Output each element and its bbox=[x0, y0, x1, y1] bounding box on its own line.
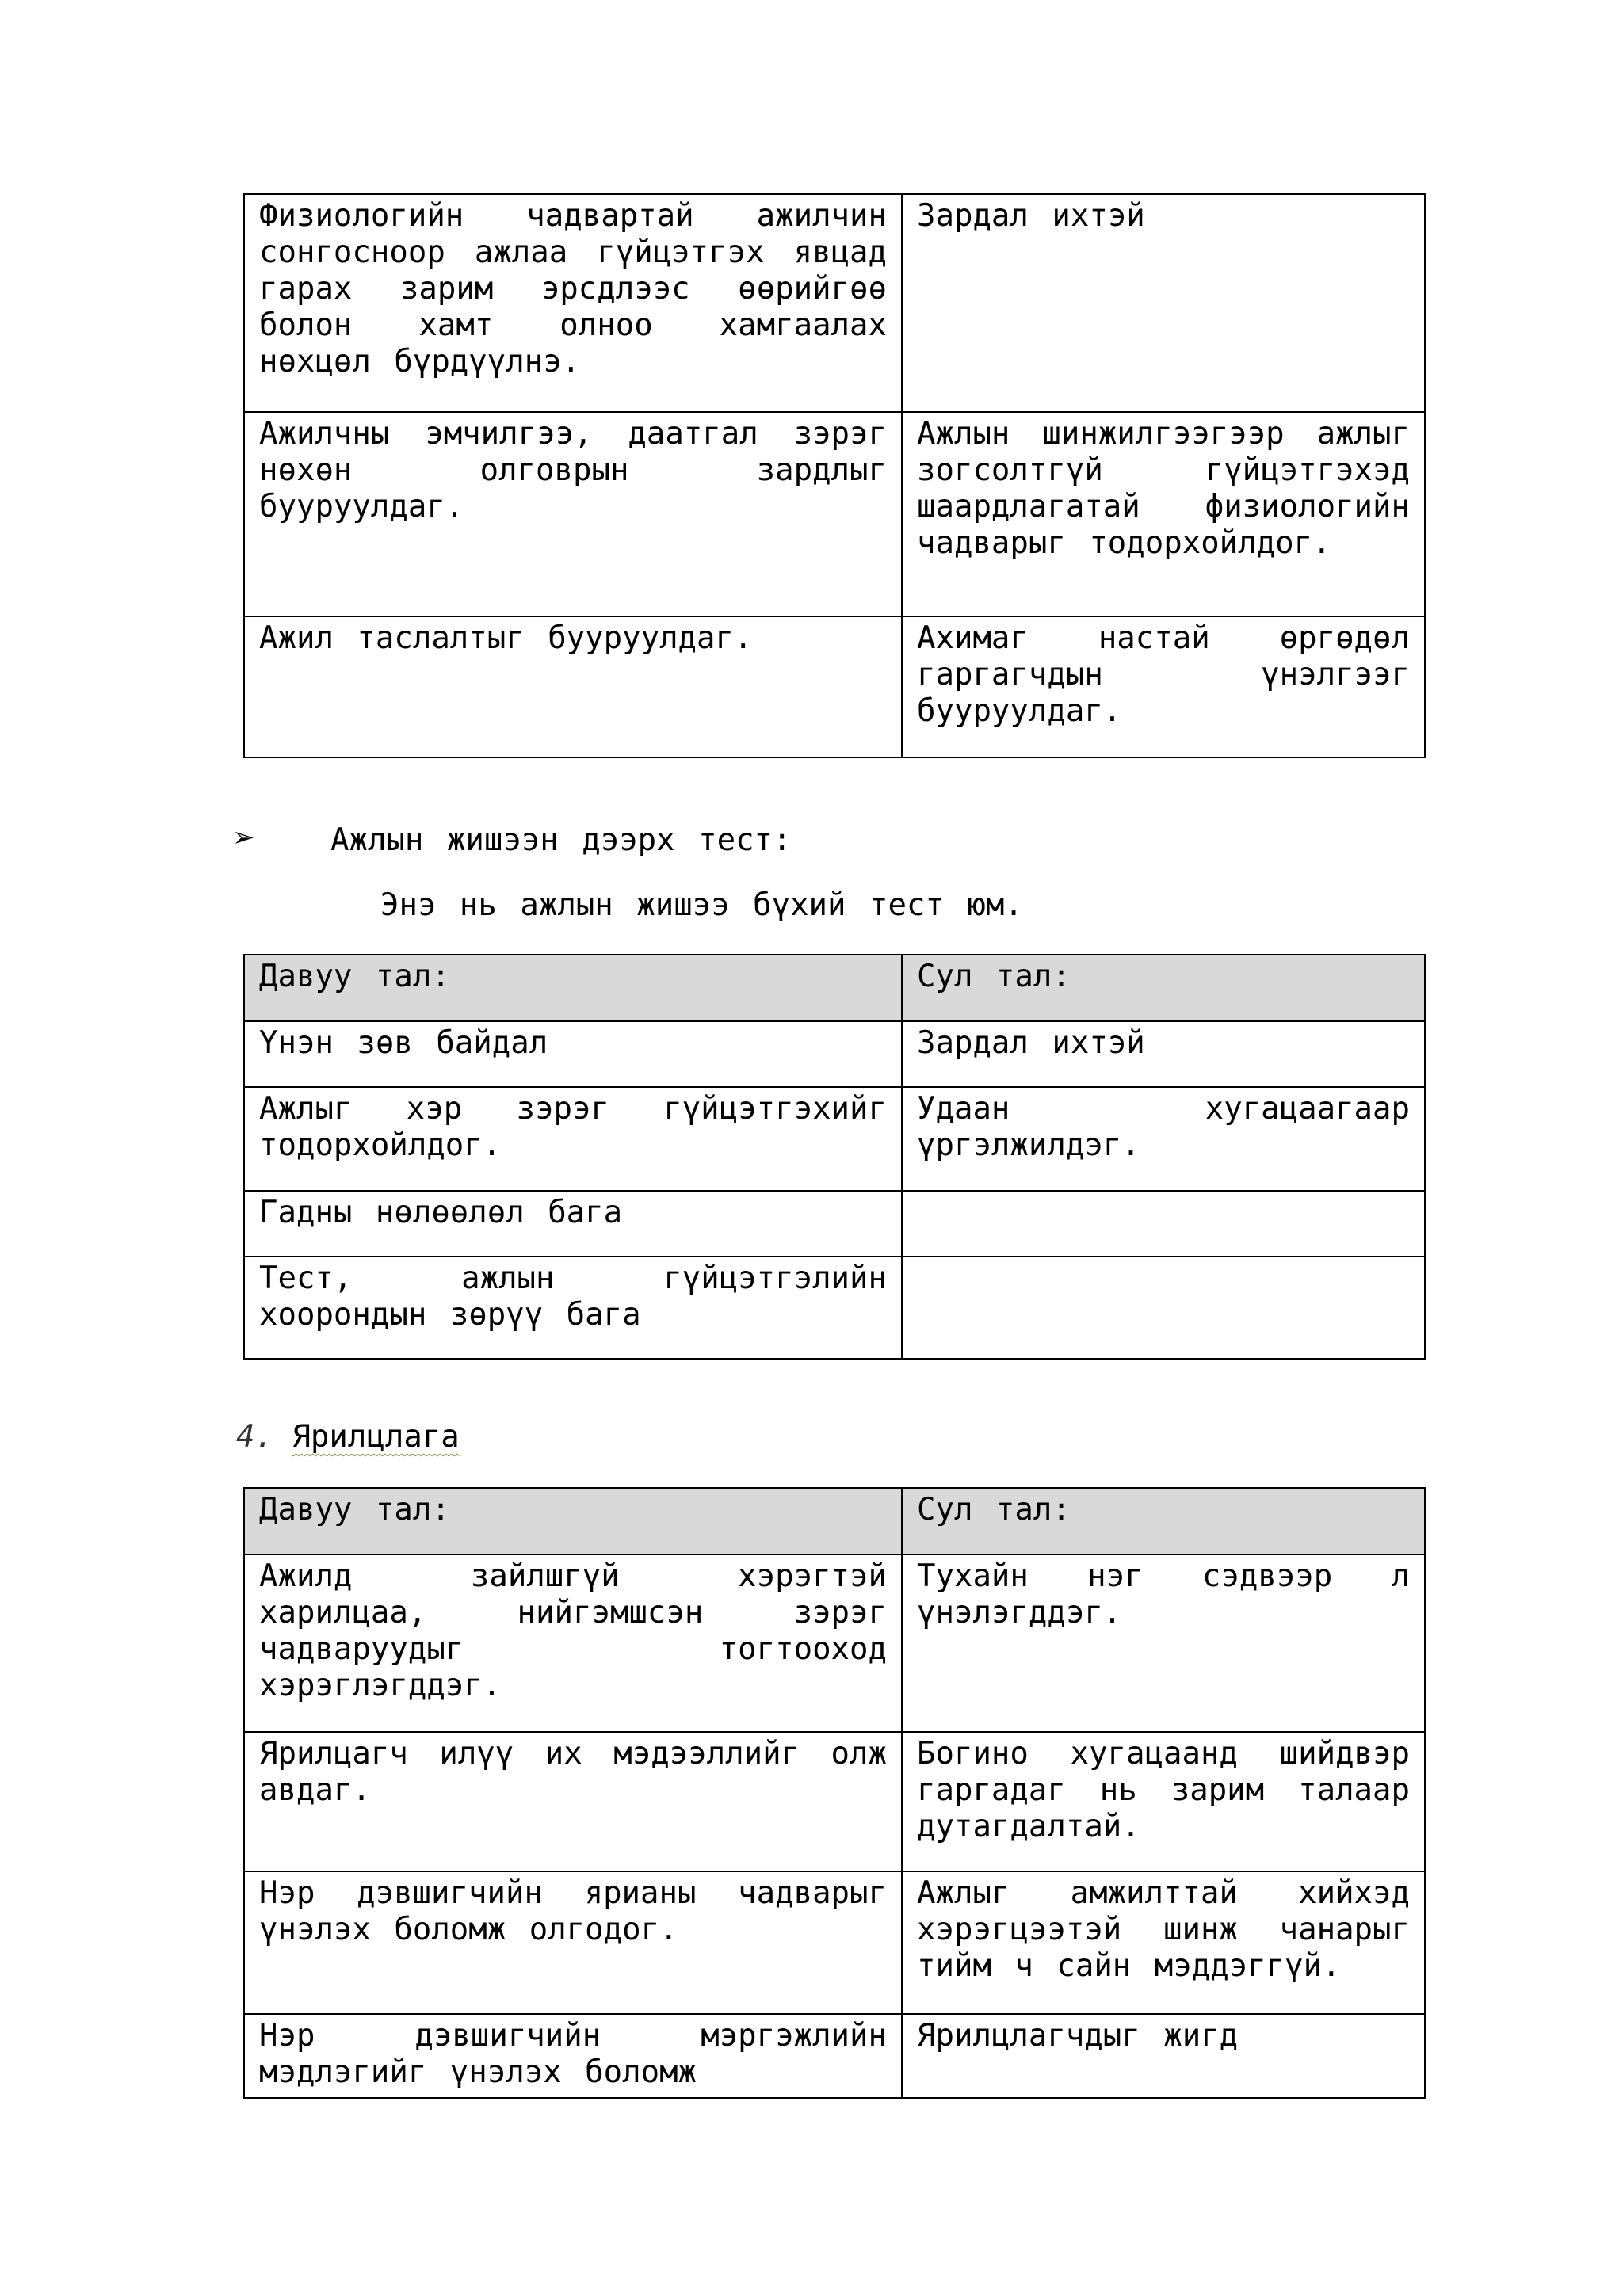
intro-paragraph: Энэ нь ажлын жишээ бүхий тест юм. bbox=[380, 887, 1023, 923]
section-4-heading bbox=[236, 1419, 460, 1455]
table-row bbox=[244, 1191, 1425, 1257]
table-cell: Ажилчны эмчилгээ, даатгал зэрэг нөхөн олговрын зардлыг бууруулдаг. bbox=[244, 412, 902, 616]
table-cell bbox=[902, 1191, 1425, 1257]
table-cell bbox=[902, 1257, 1425, 1359]
table-cell: Физиологийн чадвартай ажилчин сонгосноор ажлаа гүйцэтгэх явцад гарах зарим эрсдлээс өөрийгөө болон хамт олноо хамгаалах нөхцөл бүрдүүлнэ. bbox=[244, 194, 902, 412]
table-cell: Ажилд зайлшгүй хэрэгтэй харилцаа, нийгэмшсэн зэрэг чадваруудыг тогтооход хэрэглэгддэг. bbox=[244, 1554, 902, 1732]
table-row bbox=[244, 1732, 1425, 1871]
table-cell: Тест, ажлын гүйцэтгэлийн хоорондын зөрүү бага bbox=[244, 1257, 902, 1359]
table-cell: Богино хугацаанд шийдвэр гаргадаг нь зарим талаар дутагдалтай. bbox=[902, 1732, 1425, 1871]
table-cell: Удаан хугацаагаар үргэлжилдэг. bbox=[902, 1087, 1425, 1191]
table-cell: Гадны нөлөөлөл бага bbox=[244, 1191, 902, 1257]
table-row bbox=[244, 194, 1425, 412]
table-cell: Ахимаг настай өргөдөл гаргагчдын үнэлгээг бууруулдаг. bbox=[902, 616, 1425, 757]
table-row bbox=[244, 616, 1425, 757]
table-header-cell: Сул тал: bbox=[902, 1488, 1425, 1554]
bullet-heading: Ажлын жишээн дээрх тест: bbox=[330, 822, 792, 858]
section-title: Ярилцлага bbox=[292, 1419, 460, 1455]
table-cell: Тухайн нэг сэдвээр л үнэлэгддэг. bbox=[902, 1554, 1425, 1732]
table-cell: Зардал ихтэй bbox=[902, 1021, 1425, 1087]
table-header-cell: Сул тал: bbox=[902, 955, 1425, 1021]
table-row bbox=[244, 412, 1425, 616]
bullet-icon: ➢ bbox=[232, 822, 255, 853]
table-header-row bbox=[244, 1488, 1425, 1554]
table-row bbox=[244, 1257, 1425, 1359]
table-row bbox=[244, 1554, 1425, 1732]
table-2 bbox=[243, 954, 1426, 1360]
table-row bbox=[244, 1871, 1425, 2014]
table-row bbox=[244, 1021, 1425, 1087]
table-cell: Үнэн зөв байдал bbox=[244, 1021, 902, 1087]
table-3 bbox=[243, 1487, 1426, 2099]
table-cell: Ажлыг амжилттай хийхэд хэрэгцээтэй шинж чанарыг тийм ч сайн мэддэггүй. bbox=[902, 1871, 1425, 2014]
table-cell: Ажлын шинжилгээгээр ажлыг зогсолтгүй гүйцэтгэхэд шаардлагатай физиологийн чадварыг тодорхойлдог. bbox=[902, 412, 1425, 616]
table-row bbox=[244, 1087, 1425, 1191]
table-1 bbox=[243, 193, 1426, 758]
table-header-row bbox=[244, 955, 1425, 1021]
table-cell: Ажлыг хэр зэрэг гүйцэтгэхийг тодорхойлдог. bbox=[244, 1087, 902, 1191]
table-header-cell: Давуу тал: bbox=[244, 1488, 902, 1554]
section-number: 4. bbox=[236, 1419, 273, 1455]
table-cell: Ажил таслалтыг бууруулдаг. bbox=[244, 616, 902, 757]
table-row bbox=[244, 2014, 1425, 2098]
table-cell: Нэр дэвшигчийн ярианы чадварыг үнэлэх боломж олгодог. bbox=[244, 1871, 902, 2014]
table-cell: Ярилцагч илүү их мэдээллийг олж авдаг. bbox=[244, 1732, 902, 1871]
table-cell: Нэр дэвшигчийн мэргэжлийн мэдлэгийг үнэлэх боломж bbox=[244, 2014, 902, 2098]
table-header-cell: Давуу тал: bbox=[244, 955, 902, 1021]
table-cell: Зардал ихтэй bbox=[902, 194, 1425, 412]
table-cell: Ярилцлагчдыг жигд bbox=[902, 2014, 1425, 2098]
